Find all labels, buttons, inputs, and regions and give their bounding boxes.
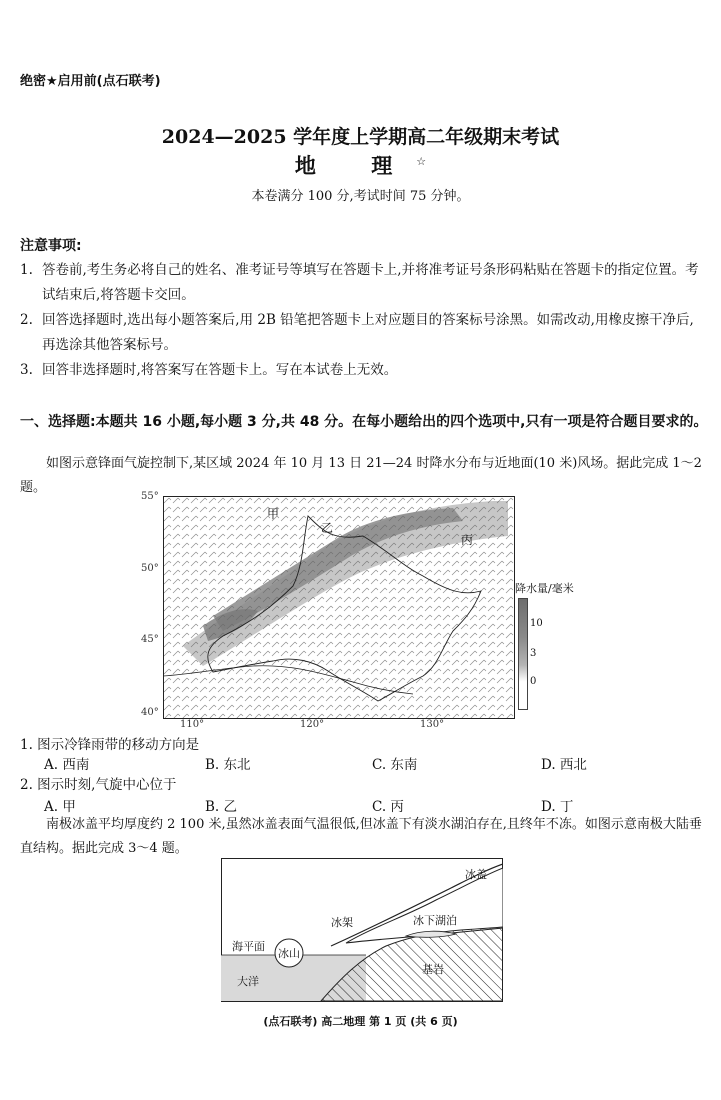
lon-label-130: 130° <box>420 719 445 730</box>
notice-item-number: 2. <box>20 312 33 328</box>
label-ice-shelf: 冰架 <box>331 916 353 929</box>
q1-option-b: B. 东北 <box>205 757 251 773</box>
q1-option-d: D. 西北 <box>541 757 587 773</box>
notice-item-number: 3. <box>20 362 33 378</box>
legend-value-10: 10 <box>530 618 543 629</box>
legend-bar <box>518 598 528 710</box>
place-label-bing: 丙 <box>461 533 474 547</box>
lat-label-55: 55° <box>141 491 159 502</box>
legend-value-3: 3 <box>530 648 537 659</box>
q2-option-c: C. 丙 <box>372 799 404 815</box>
notice-item-2 <box>20 308 706 358</box>
place-label-yi: 乙 <box>321 521 334 535</box>
question-1-stem: 1. 图示冷锋雨带的移动方向是 <box>20 737 200 753</box>
label-subglacial-lake: 冰下湖泊 <box>413 914 457 927</box>
antarctic-profile-diagram <box>221 858 503 1002</box>
lon-label-110: 110° <box>180 719 205 730</box>
exam-title: 2024—2025 学年度上学期高二年级期末考试 <box>161 126 560 148</box>
subject-mark: ☆ <box>416 155 427 168</box>
confidential-mark: 绝密★启用前(点石联考) <box>20 74 161 89</box>
label-ocean: 大洋 <box>237 975 259 988</box>
q1-option-c: C. 东南 <box>372 757 418 773</box>
legend-value-0: 0 <box>530 676 537 687</box>
label-sea-level: 海平面 <box>232 940 265 953</box>
lon-label-120: 120° <box>300 719 325 730</box>
label-bedrock: 基岩 <box>422 963 444 976</box>
q2-option-d: D. 丁 <box>541 799 574 815</box>
q2-option-a: A. 甲 <box>44 799 76 815</box>
place-label-jia: 甲 <box>267 507 280 521</box>
notice-item-3 <box>20 358 706 383</box>
q2-option-b: B. 乙 <box>205 799 238 815</box>
passage-1: 如图示意锋面气旋控制下,某区域 2024 年 10 月 13 日 21—24 时降水分布与近地面(10 米)风场。据此完成 1～2 题。 <box>20 456 702 495</box>
page-footer: (点石联考) 高二地理 第 1 页 (共 6 页) <box>263 1015 458 1028</box>
notice-item-text: 回答非选择题时,将答案写在答题卡上。写在本试卷上无效。 <box>42 362 398 378</box>
score-info: 本卷满分 100 分,考试时间 75 分钟。 <box>251 189 470 204</box>
notice-item-text: 回答选择题时,选出每小题答案后,用 2B 铅笔把答题卡上对应题目的答案标号涂黑。如需改动,用橡皮擦干净后,再选涂其他答案标号。 <box>42 312 694 353</box>
label-ice-sheet: 冰盖 <box>465 868 487 881</box>
lat-label-45: 45° <box>141 634 159 645</box>
notice-heading: 注意事项: <box>20 238 82 254</box>
q1-option-a: A. 西南 <box>44 757 90 773</box>
weather-map <box>163 496 515 719</box>
subject-name: 地 理 <box>294 153 417 178</box>
notice-item-1 <box>20 258 706 308</box>
lat-label-40: 40° <box>141 707 159 718</box>
notice-item-number: 1. <box>20 262 33 278</box>
question-2-stem: 2. 图示时刻,气旋中心位于 <box>20 777 177 793</box>
subject-title <box>0 150 721 180</box>
label-iceberg: 冰山 <box>278 947 300 960</box>
legend-title: 降水量/毫米 <box>515 582 574 595</box>
section-heading: 一、选择题:本题共 16 小题,每小题 3 分,共 48 分。在每小题给出的四个选项中,只有一项是符合题目要求的。 <box>20 414 708 430</box>
lat-label-50: 50° <box>141 563 159 574</box>
passage-2: 南极冰盖平均厚度约 2 100 米,虽然冰盖表面气温很低,但冰盖下有淡水湖泊存在,且终年不冻。如图示意南极大陆垂直结构。据此完成 3～4 题。 <box>20 817 702 856</box>
notice-item-text: 答卷前,考生务必将自己的姓名、准考证号等填写在答题卡上,并将准考证号条形码粘贴在答题卡的指定位置。考试结束后,将答题卡交回。 <box>42 262 699 303</box>
